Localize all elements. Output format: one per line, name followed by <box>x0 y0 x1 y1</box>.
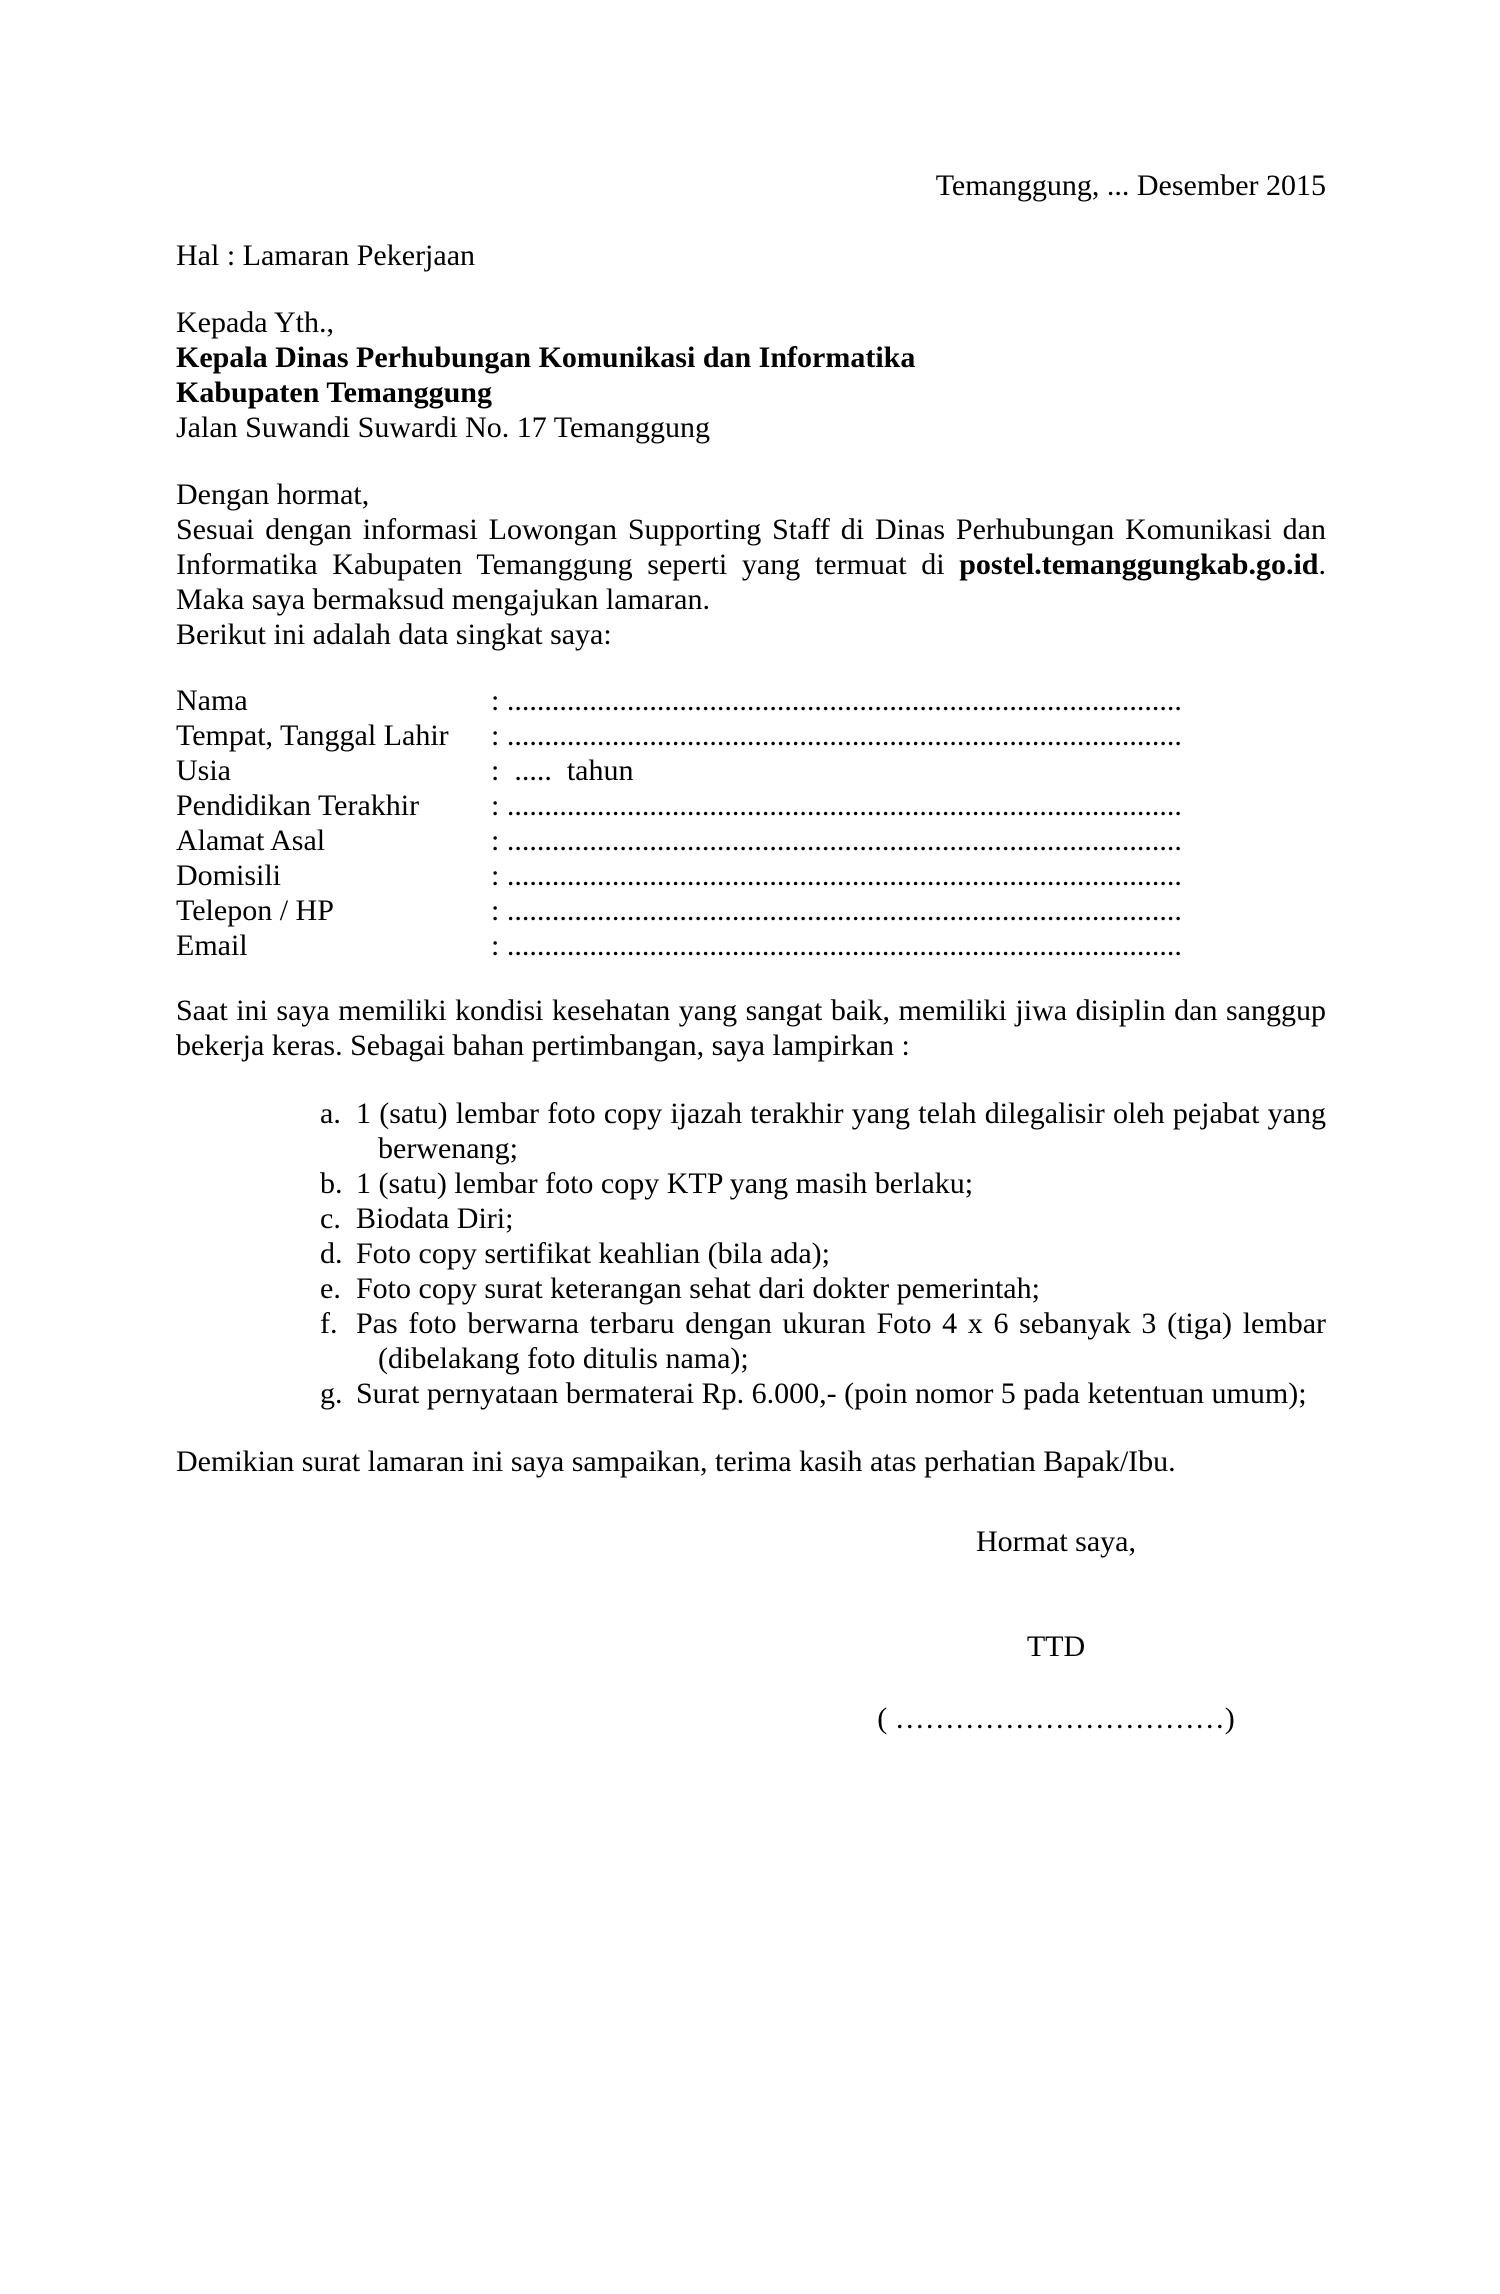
recipient-name-line2: Kabupaten Temanggung <box>176 376 492 409</box>
attachment-item <box>320 1166 1326 1201</box>
field-label: Usia <box>176 754 231 787</box>
attachment-text: Pas foto berwarna terbaru dengan ukuran Foto 4 x 6 sebanyak 3 (tiga) lembar (dibelakang foto ditulis nama); <box>356 1307 1326 1375</box>
intro-paragraph <box>176 512 1326 617</box>
signature-name-placeholder: ( ……………………………) <box>877 1702 1235 1735</box>
attachment-text: 1 (satu) lembar foto copy KTP yang masih berlaku; <box>356 1167 974 1200</box>
signature-ttd: TTD <box>1026 1630 1086 1663</box>
attachments-list <box>320 1096 1326 1411</box>
opening-block <box>176 477 1326 652</box>
personal-data-fields <box>176 683 1326 963</box>
intro-line2: Berikut ini adalah data singkat saya: <box>176 618 612 651</box>
recipient-name-line1: Kepala Dinas Perhubungan Komunikasi dan Informatika <box>176 341 916 374</box>
field-label: Pendidikan Terakhir <box>176 789 420 822</box>
field-value-dots: : .......................................................................................... <box>491 719 1182 752</box>
attachment-marker: f. <box>320 1307 338 1340</box>
attachment-item <box>320 1376 1326 1411</box>
field-value-dots: : .......................................................................................... <box>491 684 1182 717</box>
opening-greeting: Dengan hormat, <box>176 478 370 511</box>
field-value-dots: : ..... tahun <box>491 754 634 787</box>
field-row <box>176 823 1326 858</box>
field-row <box>176 928 1326 963</box>
closing-paragraph: Demikian surat lamaran ini saya sampaikan, terima kasih atas perhatian Bapak/Ibu. <box>176 1445 1176 1478</box>
attachment-marker: a. <box>320 1097 341 1130</box>
attachment-item <box>320 1306 1326 1376</box>
field-row <box>176 893 1326 928</box>
field-label: Domisili <box>176 859 282 892</box>
attachment-item <box>320 1236 1326 1271</box>
health-statement-paragraph: Saat ini saya memiliki kondisi kesehatan yang sangat baik, memiliki jiwa disiplin dan sanggup bekerja keras. Sebagai bahan pertimbangan, saya lampirkan : <box>176 994 1326 1062</box>
recipient-address: Jalan Suwandi Suwardi No. 17 Temanggung <box>176 411 710 444</box>
field-label: Tempat, Tanggal Lahir <box>176 719 449 752</box>
field-value-dots: : .......................................................................................... <box>491 894 1182 927</box>
recipient-salutation: Kepada Yth., <box>176 306 334 339</box>
field-label: Telepon / HP <box>176 894 334 927</box>
attachment-marker: g. <box>320 1377 343 1410</box>
signature-greeting: Hormat saya, <box>976 1525 1136 1558</box>
recipient-block <box>176 305 1326 445</box>
field-row <box>176 683 1326 718</box>
attachment-text: 1 (satu) lembar foto copy ijazah terakhir yang telah dilegalisir oleh pejabat yang berwenang; <box>356 1097 1326 1165</box>
attachment-text: Biodata Diri; <box>356 1202 514 1235</box>
field-label: Alamat Asal <box>176 824 326 857</box>
field-value-dots: : .......................................................................................... <box>491 929 1182 962</box>
intro-text-after: . Maka saya bermaksud mengajukan lamaran. <box>176 548 1326 616</box>
subject-line: Hal : Lamaran Pekerjaan <box>176 239 476 272</box>
field-label: Nama <box>176 684 248 717</box>
intro-website-bold: postel.temanggungkab.go.id <box>959 548 1319 581</box>
field-value-dots: : .......................................................................................... <box>491 789 1182 822</box>
attachment-text: Foto copy sertifikat keahlian (bila ada); <box>356 1237 831 1270</box>
field-value-dots: : .......................................................................................... <box>491 859 1182 892</box>
date-line: Temanggung, ... Desember 2015 <box>935 169 1326 202</box>
field-row <box>176 718 1326 753</box>
attachment-marker: b. <box>320 1167 343 1200</box>
intro-text-before: Sesuai dengan informasi Lowongan Supporting Staff di Dinas Perhubungan Komunikasi dan Informatika Kabupaten Temanggung seperti yang termuat di <box>176 513 1326 581</box>
attachment-text: Surat pernyataan bermaterai Rp. 6.000,- (poin nomor 5 pada ketentuan umum); <box>356 1377 1307 1410</box>
attachment-text: Foto copy surat keterangan sehat dari dokter pemerintah; <box>356 1272 1040 1305</box>
signature-block <box>876 1524 1236 1736</box>
field-label: Email <box>176 929 248 962</box>
field-row <box>176 753 1326 788</box>
field-row <box>176 858 1326 893</box>
field-row <box>176 788 1326 823</box>
field-value-dots: : .......................................................................................... <box>491 824 1182 857</box>
attachment-marker: e. <box>320 1272 341 1305</box>
attachment-item <box>320 1271 1326 1306</box>
attachment-item <box>320 1096 1326 1166</box>
attachment-marker: c. <box>320 1202 341 1235</box>
attachment-item <box>320 1201 1326 1236</box>
attachment-marker: d. <box>320 1237 343 1270</box>
